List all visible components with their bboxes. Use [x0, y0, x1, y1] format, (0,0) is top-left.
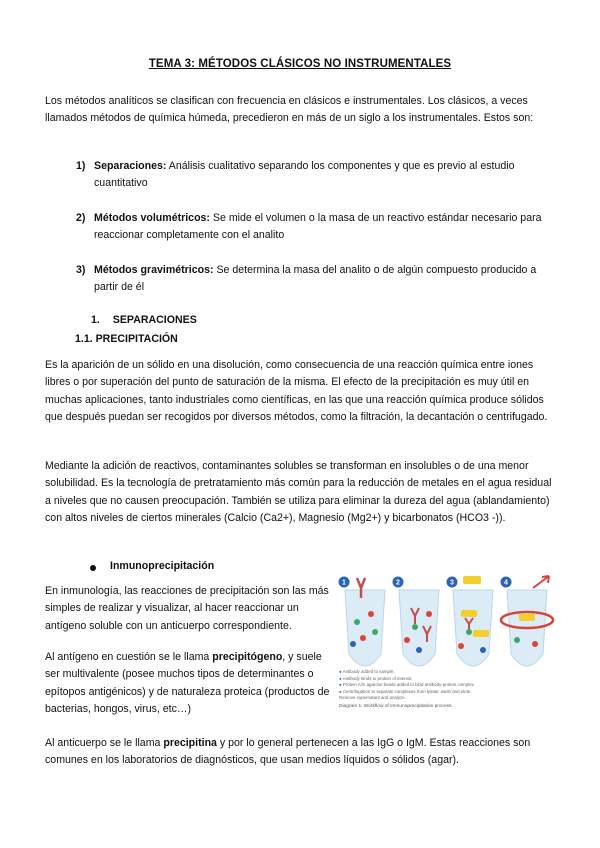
intro-paragraph: Los métodos analíticos se clasifican con frecuencia en clásicos e instrumentales. Los clásicos, a veces llamados métodos de química húmeda, precedieron en más de un siglo a los instrumentales. Estos son:: [45, 95, 534, 125]
method-desc: Análisis cualitativo separando los componentes y que es previo al estudio cuantitativo: [94, 160, 515, 190]
arrow-icon: [533, 576, 549, 588]
legend-item: Remove supernatant and analyze.: [339, 695, 406, 700]
method-item-2: [76, 210, 556, 245]
method-desc: Se mide el volumen o la masa de un reactivo estándar necesario para reaccionar completamente con el analito: [94, 212, 542, 242]
method-number: 3): [76, 264, 86, 276]
text-run: Al anticuerpo se le llama: [45, 737, 164, 749]
diagram-caption: Diagram 1: Workflow of Immunoprecipitation process.: [339, 703, 453, 709]
section-label: SEPARACIONES: [112, 314, 197, 326]
subsection-heading-precipitacion: 1.1. PRECIPITACIÓN: [75, 333, 178, 345]
method-number: 2): [76, 212, 86, 224]
paragraph-reactivos: Mediante la adición de reactivos, contaminantes solubles se transforman en insolubles o de una menor solubilidad. Es la tecnología de pretratamiento más común para la reducción de metales en el agua residual a niveles que no causen preocupación. También se utiliza para eliminar la dureza del agua (ablandamiento) con altos niveles de ciertos minerales (Calcio (Ca2+), Magnesio (Mg2+) y bicarbonatos (HCO3 -)).: [45, 460, 552, 525]
bullet-label: Inmunoprecipitación: [110, 560, 215, 572]
text-run: y por lo general pertenecen a las IgG o IgM. Estas reacciones son comunes en los laboratorios de diagnósticos, que usan medios líquidos o sólidos (agar).: [45, 737, 531, 767]
method-name: Métodos gravimétricos:: [94, 264, 214, 276]
tube-4: [501, 576, 554, 666]
method-desc: Se determina la masa del analito o de algún compuesto producido a partir de él: [94, 264, 537, 294]
paragraph-antigeno: [45, 649, 330, 719]
method-item-1: [76, 158, 556, 193]
term-precipitina: precipitina: [163, 737, 217, 749]
paragraph-inmunologia: En inmunología, las reacciones de precipitación son las más simples de realizar y visualizar, al hacer reaccionar un antígeno soluble con un anticuerpo correspondiente.: [45, 585, 329, 632]
method-name: Métodos volumétricos:: [94, 212, 210, 224]
bullet-dot-icon: [90, 565, 96, 571]
section-number: 1.: [91, 314, 100, 326]
term-precipitogeno: precipitógeno: [212, 651, 283, 663]
tube-2: [393, 577, 440, 667]
immunoprecipitation-diagram: [337, 574, 555, 724]
page-title: TEMA 3: MÉTODOS CLÁSICOS NO INSTRUMENTALES: [148, 58, 452, 70]
legend-item: ● Protein A/G agarose beads added to bind antibody-protein complex.: [339, 682, 475, 687]
legend-item: ● Antibody binds to protein of interest.: [339, 675, 413, 681]
bullet-inmunoprecipitacion: [90, 560, 214, 572]
method-name: Separaciones:: [94, 160, 167, 172]
tube-3: [447, 576, 494, 666]
diagram-legend: [339, 669, 553, 710]
paragraph-anticuerpo: [45, 735, 560, 770]
text-run: Al antígeno en cuestión se le llama: [45, 651, 213, 663]
step-number: 3: [450, 579, 454, 587]
step-number: 1: [342, 579, 346, 587]
method-number: 1): [76, 160, 86, 172]
tube-1: [339, 577, 386, 667]
method-item-3: [76, 262, 556, 297]
text-run: , y suele ser multivalente (posee muchos tipos de determinantes o epítopos antigénicos) y de naturaleza proteica (productos de bacterias, hongos, virus, etc…): [45, 651, 330, 716]
step-number: 4: [504, 579, 508, 587]
paragraph-precipitacion: Es la aparición de un sólido en una disolución, como consecuencia de una reacción química entre iones libres o por superación del punto de saturación de la misma. El efecto de la precipitación es muy útil en muchas aplicaciones, tanto industriales como científicas, en las que una reacción química produce sólidos que después puedan ser recogidos por diversos métodos, como la filtración, la decantación o centrifugado.: [45, 359, 548, 424]
bead-icon: [463, 576, 481, 584]
legend-item: ● Centrifugation to separate complexes from lysate; wash and elute.: [339, 688, 472, 694]
step-number: 2: [396, 579, 400, 587]
section-heading-separaciones: [91, 312, 197, 329]
legend-item: ● Antibody added to sample.: [339, 669, 395, 674]
